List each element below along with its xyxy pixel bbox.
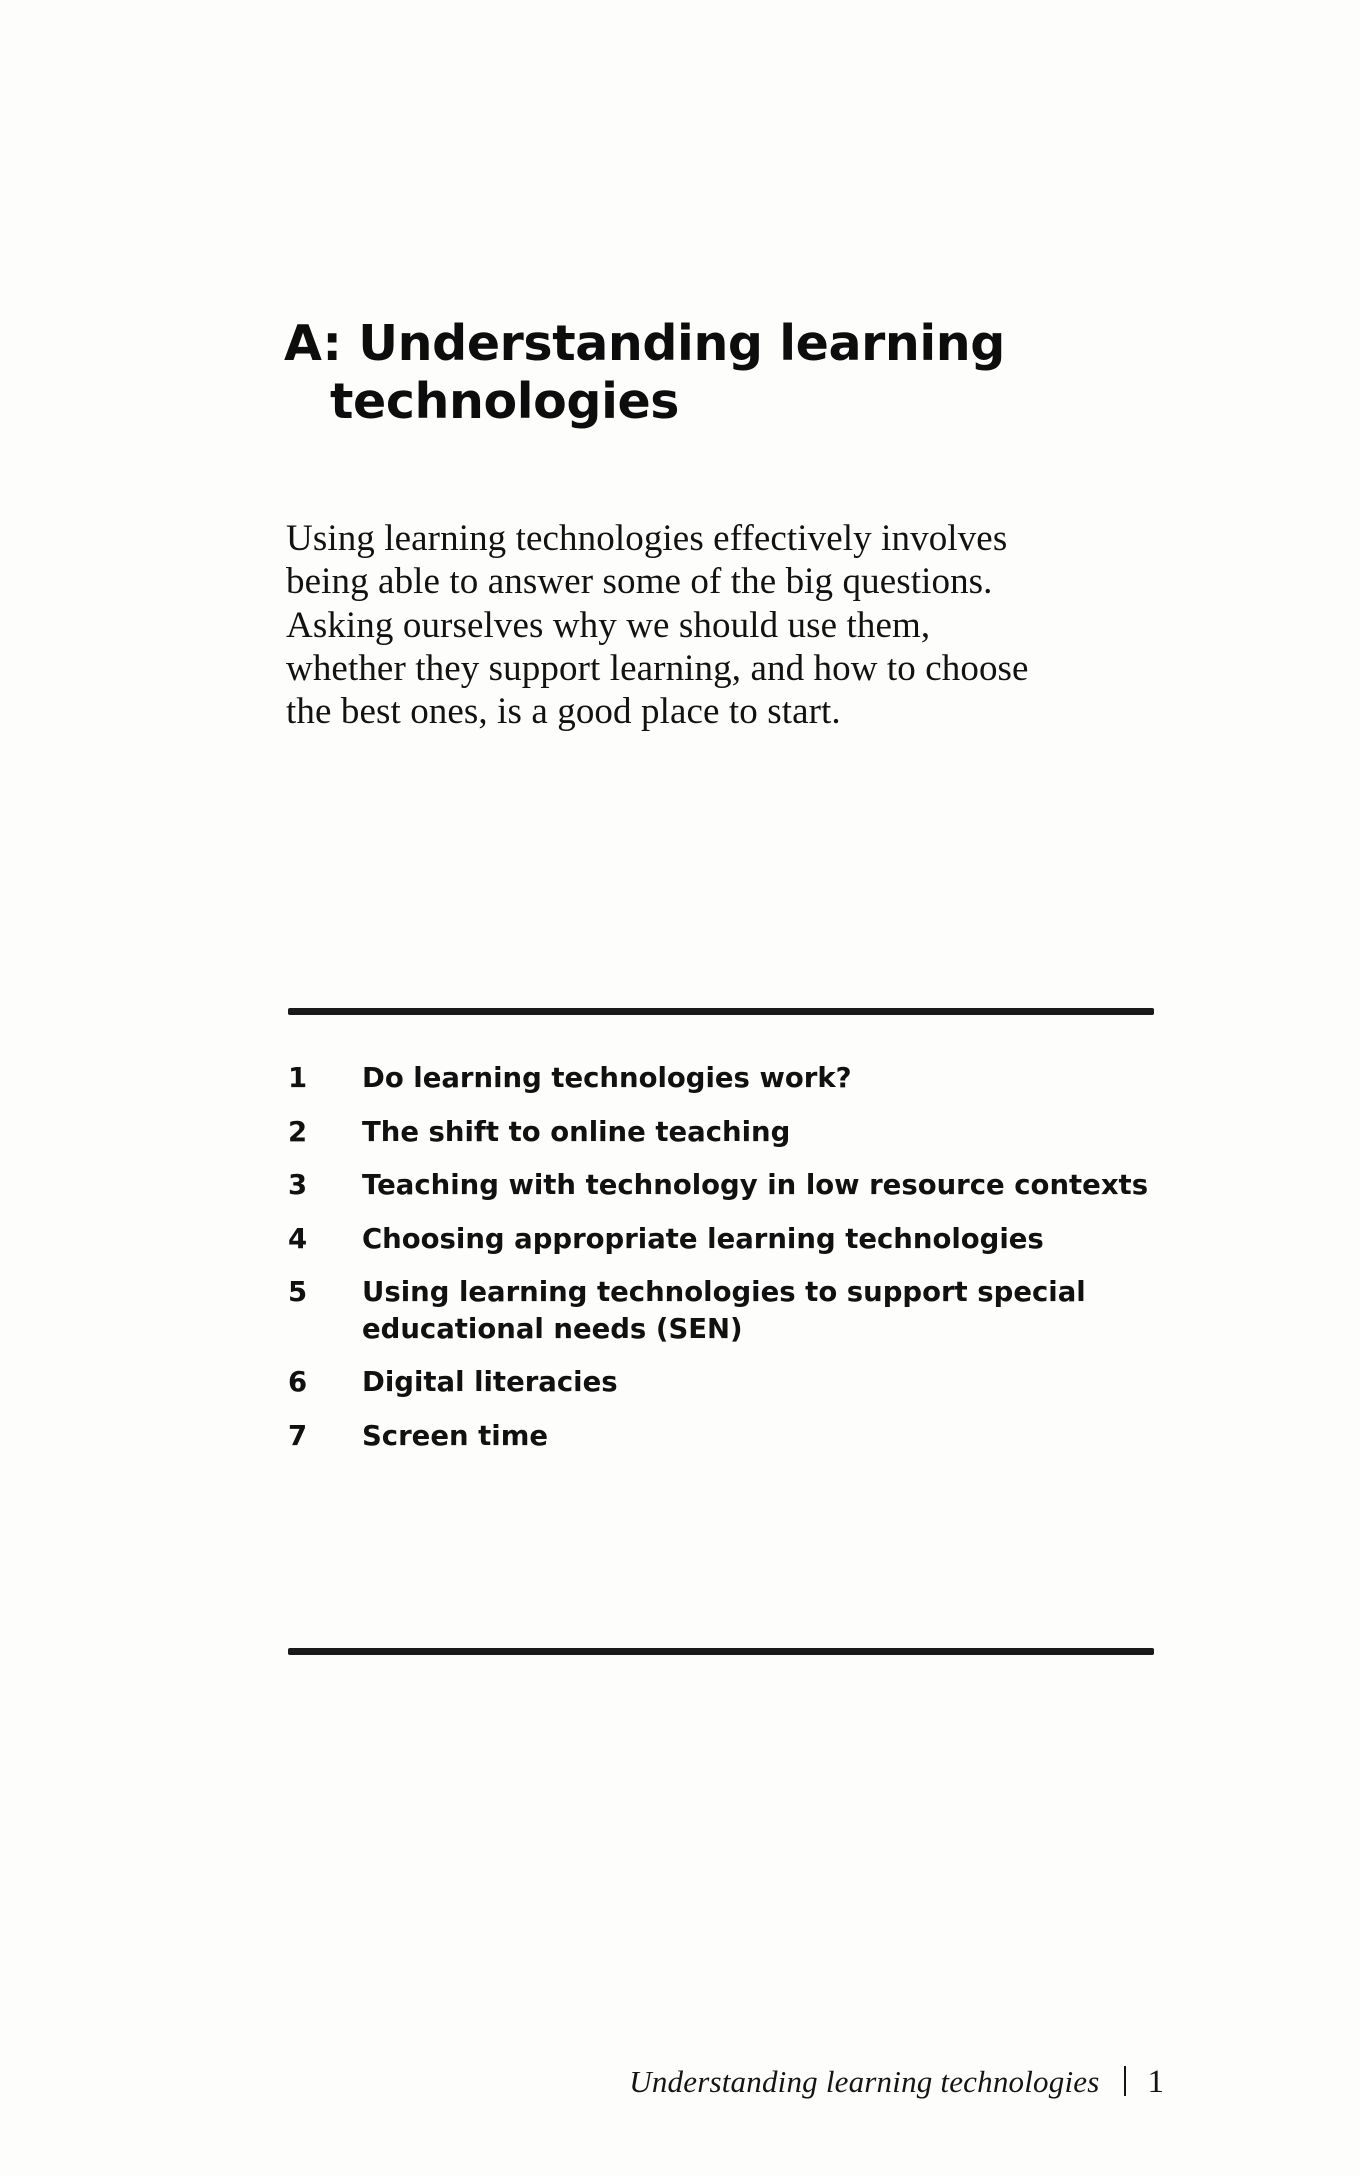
page-title — [284, 315, 1044, 431]
contents-item-label: Do learning technologies work? — [362, 1062, 852, 1094]
page-footer — [0, 2062, 1360, 2101]
contents-item-label: The shift to online teaching — [362, 1115, 791, 1148]
divider-top — [288, 1008, 1154, 1015]
contents-item-number: 1 — [288, 1062, 308, 1094]
list-item[interactable] — [288, 1274, 1168, 1347]
contents-item-number: 6 — [288, 1366, 308, 1399]
footer-separator — [1124, 2066, 1126, 2096]
contents-item-number: 2 — [288, 1115, 308, 1148]
intro-paragraph: Using learning technologies effectively involves being able to answer some of the big questions. Asking ourselves why we should use them, whether they support learning, and how to choose the best ones, is a good place to start. — [286, 518, 1029, 733]
page-number: 1 — [1147, 2064, 1164, 2100]
list-item[interactable] — [288, 1221, 1168, 1258]
running-title: Understanding learning technologies — [629, 2064, 1100, 2099]
contents-item-number: 4 — [288, 1222, 308, 1255]
list-item[interactable] — [288, 1418, 1168, 1455]
contents-item-number: 3 — [288, 1169, 308, 1202]
contents-item-label: Teaching with technology in low resource contexts — [362, 1169, 1149, 1202]
contents-item-label: Choosing appropriate learning technologies — [362, 1222, 1044, 1255]
contents-item-number: 5 — [288, 1276, 308, 1309]
contents-item-label: Using learning technologies to support special educational needs (SEN) — [362, 1276, 1086, 1345]
list-item[interactable] — [288, 1364, 1168, 1401]
contents-item-number: 7 — [288, 1419, 308, 1452]
list-item[interactable] — [288, 1060, 1168, 1097]
list-item[interactable] — [288, 1167, 1168, 1204]
contents-item-label: Digital literacies — [362, 1366, 618, 1399]
contents-list — [288, 1060, 1168, 1472]
divider-bottom — [288, 1648, 1154, 1655]
chapter-title-line-2: technologies — [330, 372, 680, 430]
chapter-title-line-1: A: Understanding learning — [284, 314, 1005, 372]
contents-item-label: Screen time — [362, 1419, 549, 1452]
list-item[interactable] — [288, 1114, 1168, 1151]
